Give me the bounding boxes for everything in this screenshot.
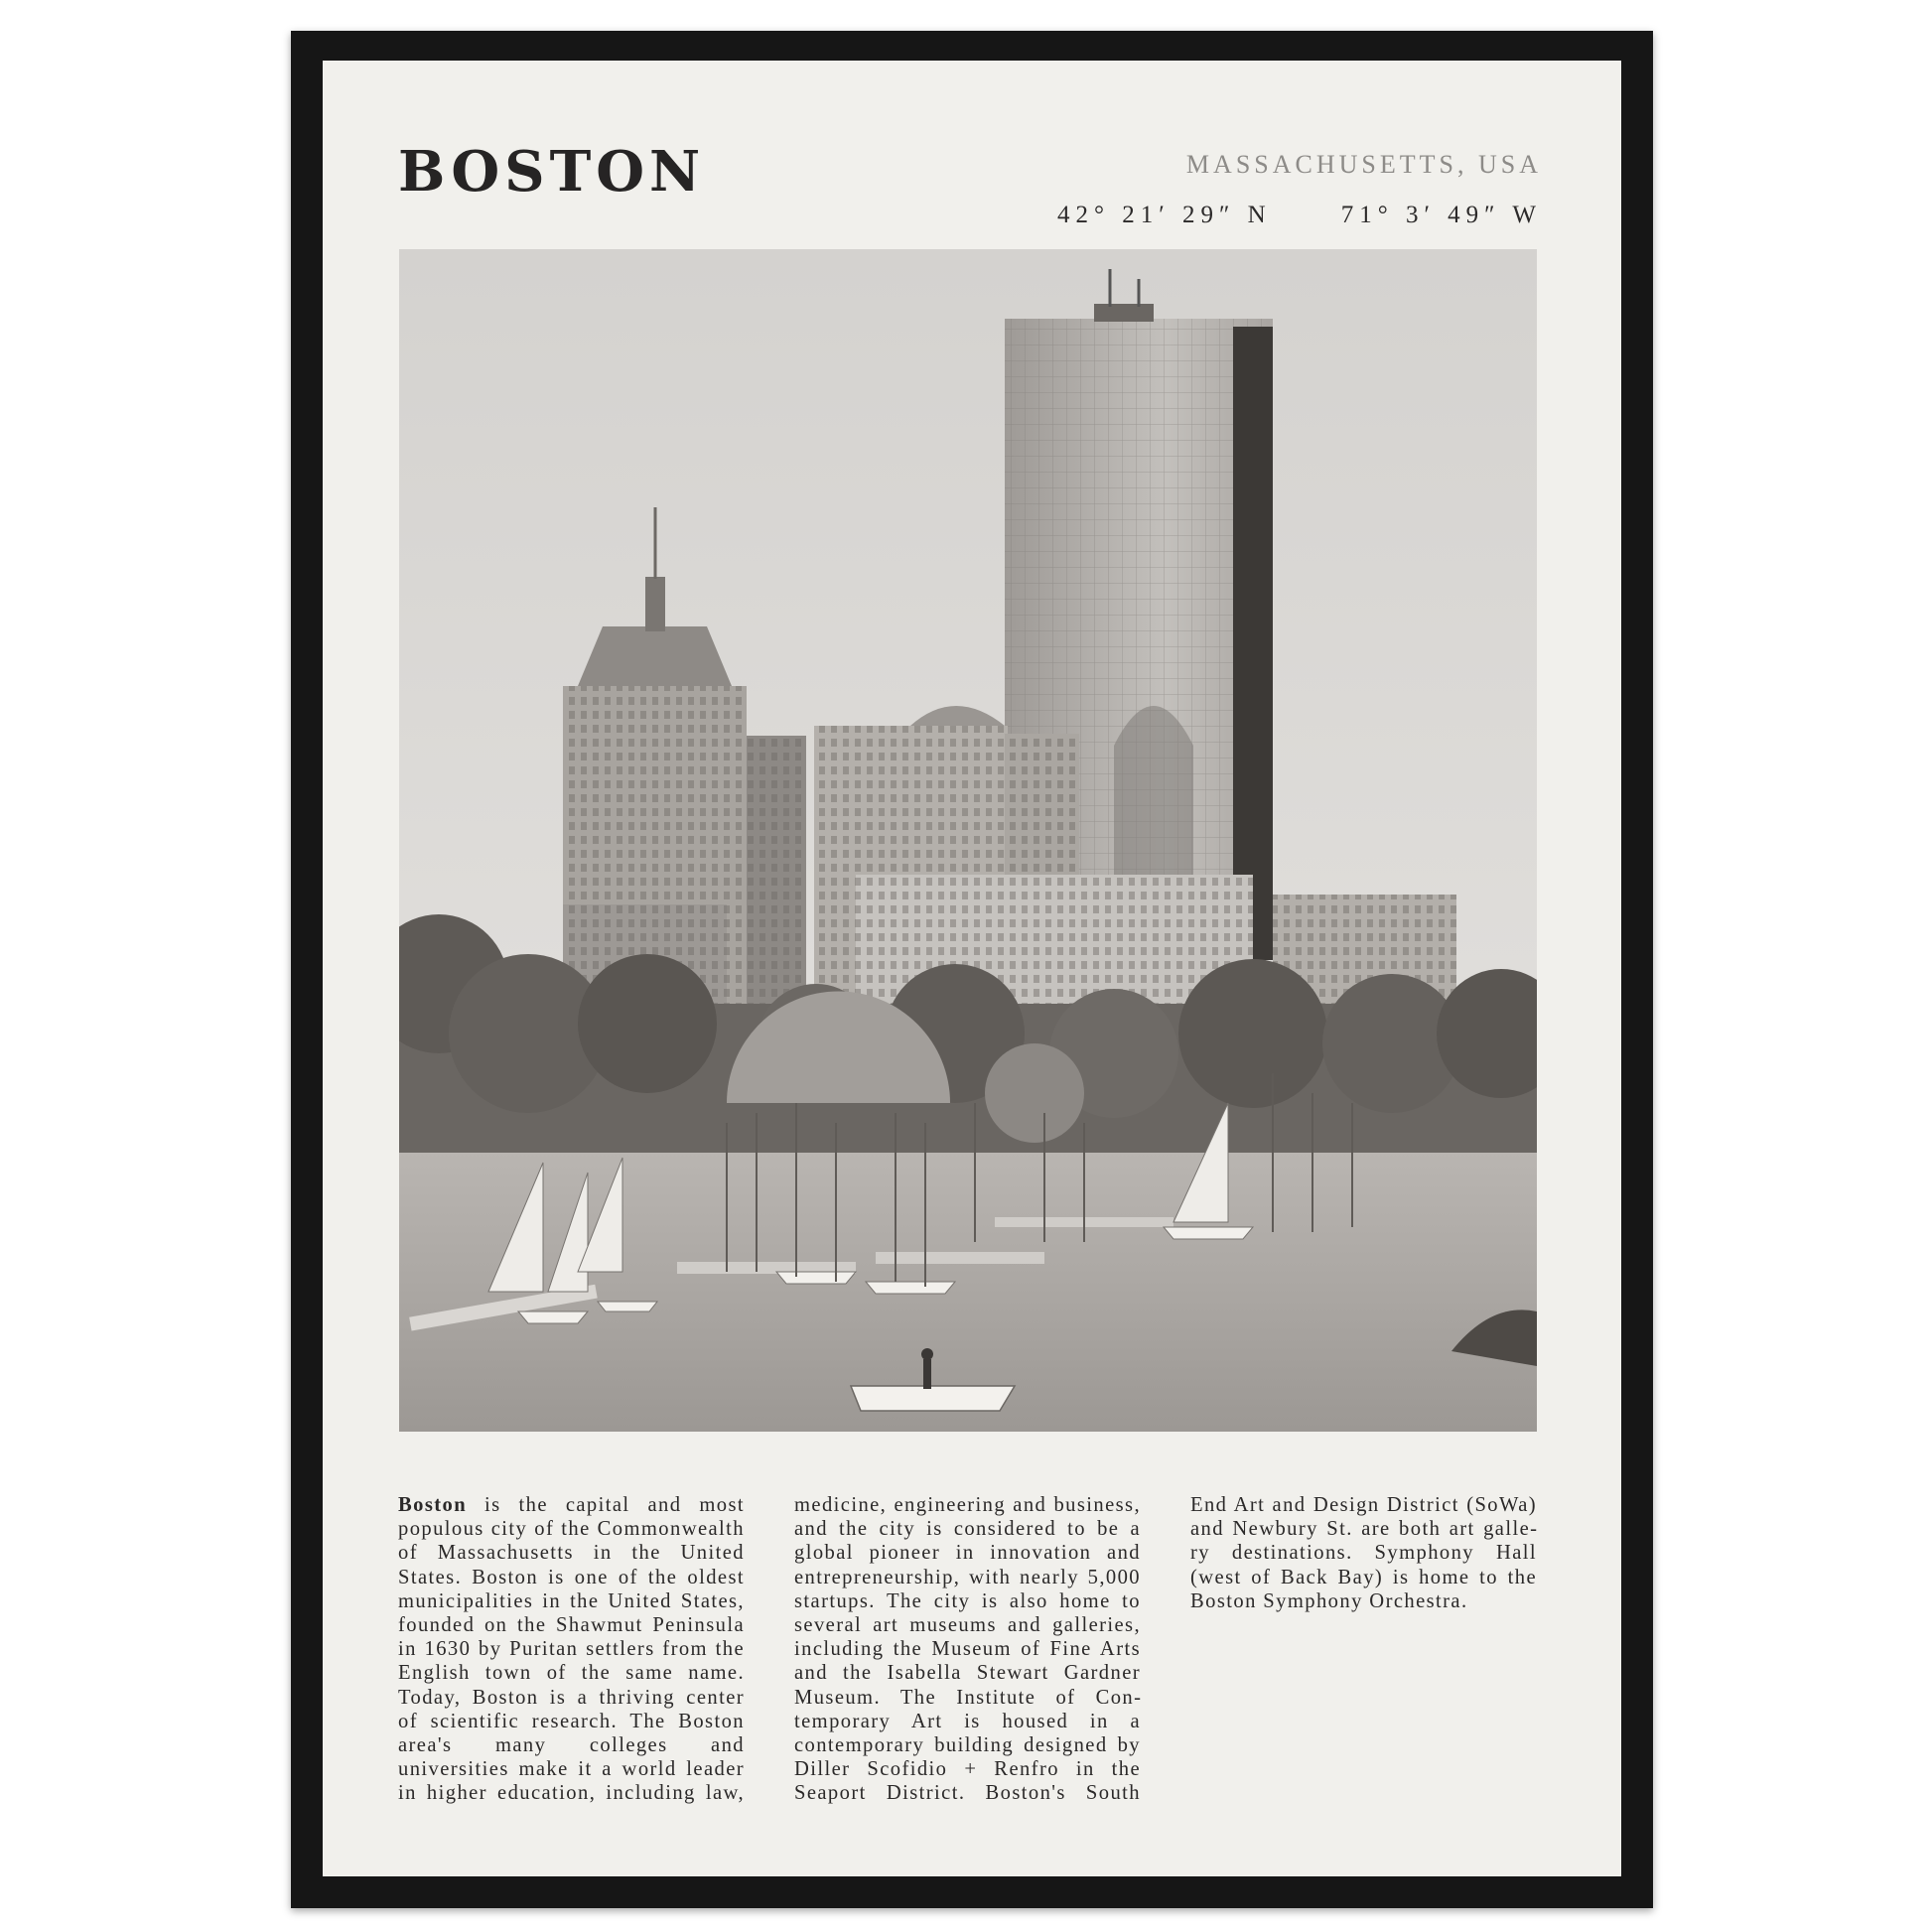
latitude: 42° 21′ 29″ N — [1057, 202, 1272, 228]
longitude: 71° 3′ 49″ W — [1340, 202, 1542, 228]
city-description — [398, 1493, 1537, 1811]
description-lead: Boston — [398, 1494, 468, 1516]
region-label: MASSACHUSETTS, USA — [1185, 150, 1542, 179]
coordinates — [1057, 203, 1542, 227]
description-body: is the capital and most populous city of the Commonwealth of Massachusetts in the United States. Boston is one of the oldest municipalities in the United States, founded on the Shawmut Peninsula in 1630 by Puritan settlers from the English town of the same name. Today, Boston is a thriving center of scientific research. The Boston area's many colleges and universities make it a world leader in higher education, including law, medicine, engineering and business, and the city is considered to be a global pioneer in innovation and entrepreneurship, with nearly 5,000 startups. The city is also home to several art museums and galleries, including the Museum of Fine Arts and the Isabella Stewart Gardner Museum. The Institute of Contemporary Art is housed in a contemporary building designed by Diller Scofidio + Renfro in the Seaport District. Boston's South End Art and Design District (SoWa) and Newbury St. are both art gallery destinations. Symphony Hall (west of Back Bay) is home to the Boston Symphony Orchestra. — [398, 1494, 1537, 1805]
city-title: BOSTON — [398, 139, 706, 205]
skyline-photo — [399, 249, 1537, 1432]
skyline-illustration — [399, 249, 1537, 1432]
